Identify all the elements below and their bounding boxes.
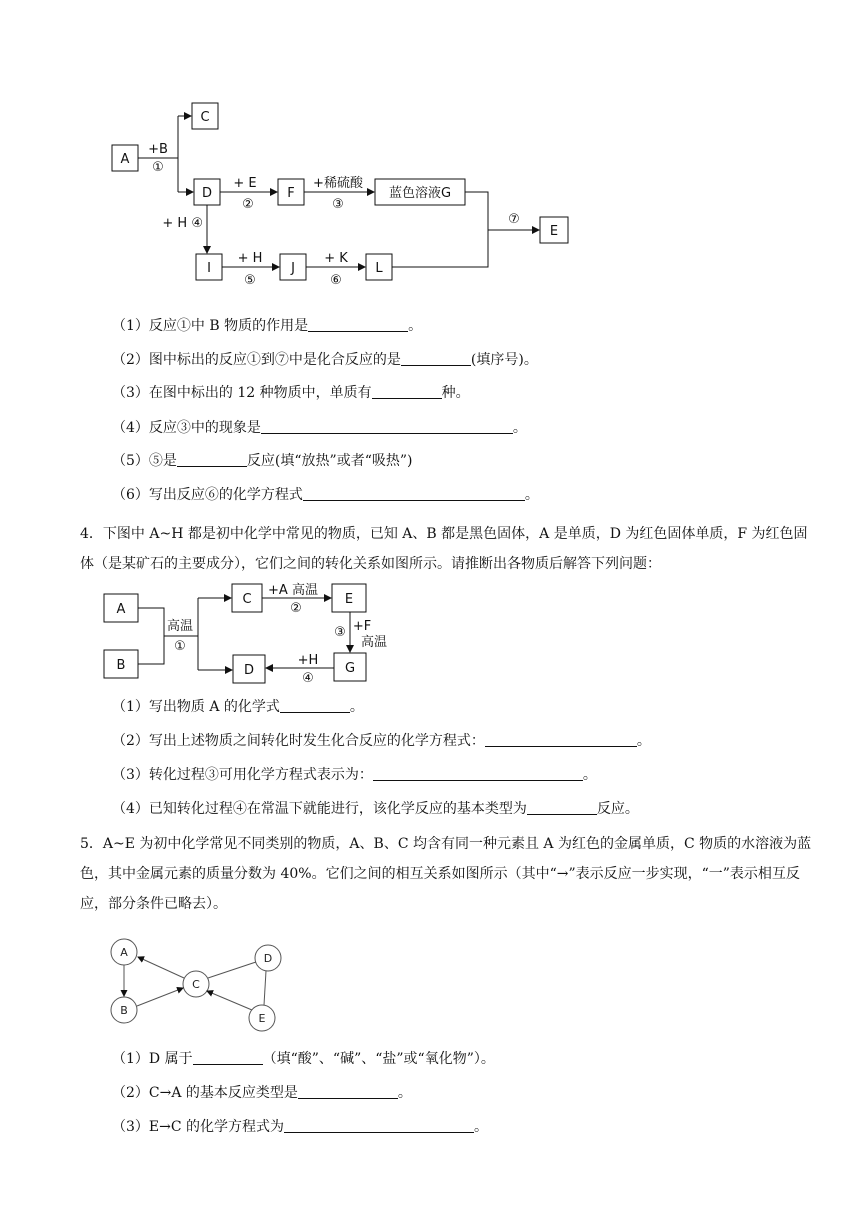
reaction-6-reagent: + K	[324, 251, 348, 266]
reaction-3-number: ③	[332, 197, 344, 212]
reaction-2-reagent: + E	[233, 176, 257, 191]
label-A: A	[120, 152, 130, 167]
reaction-2-condition: +A 高温	[268, 583, 318, 598]
q3-1: （1）反应①中 B 物质的作用是 。	[112, 318, 423, 334]
reaction-4-number: ④	[302, 671, 314, 686]
answer-blank[interactable]	[373, 766, 583, 781]
answer-blank[interactable]	[193, 1050, 263, 1065]
label-B: B	[116, 658, 126, 673]
reaction-1-number: ①	[152, 160, 164, 175]
q4-1: （1）写出物质 A 的化学式 。	[112, 699, 364, 715]
q3-5: （5）⑤是 反应(填“放热”或者“吸热”)	[112, 453, 413, 469]
diagram-1	[100, 95, 580, 295]
label-E: E	[344, 592, 354, 607]
answer-blank[interactable]	[303, 486, 525, 501]
diagram-3	[100, 930, 290, 1040]
label-A: A	[116, 602, 126, 617]
answer-blank[interactable]	[401, 351, 471, 366]
reaction-3-reagent: +稀硫酸	[313, 176, 363, 191]
q3-6: （6）写出反应⑥的化学方程式 。	[112, 487, 539, 503]
q4-4: （4）已知转化过程④在常温下就能进行，该化学反应的基本类型为 反应。	[112, 801, 639, 817]
q3-2: （2）图中标出的反应①到⑦中是化合反应的是 (填序号)。	[112, 352, 538, 368]
label-A: A	[120, 946, 128, 959]
label-C: C	[200, 110, 210, 125]
reaction-3-number: ③	[334, 625, 346, 640]
label-G: G	[344, 661, 356, 676]
reaction-3-condition: 高温	[360, 635, 388, 650]
label-L: L	[375, 261, 383, 276]
reaction-2-number: ②	[242, 197, 254, 212]
q3-3: （3）在图中标出的 12 种物质中，单质有 种。	[112, 385, 470, 401]
q4-2: （2）写出上述物质之间转化时发生化合反应的化学方程式： 。	[112, 733, 651, 749]
answer-blank[interactable]	[298, 1084, 398, 1099]
reaction-1-condition: 高温	[166, 619, 194, 634]
answer-blank[interactable]	[372, 384, 442, 399]
reaction-6-number: ⑥	[330, 273, 342, 288]
reaction-1-reagent: +B	[148, 142, 168, 157]
answer-blank[interactable]	[308, 317, 408, 332]
answer-blank[interactable]	[177, 452, 247, 467]
label-D: D	[243, 663, 255, 678]
answer-blank[interactable]	[261, 419, 513, 434]
answer-blank[interactable]	[485, 732, 637, 747]
q4-3: （3）转化过程③可用化学方程式表示为： 。	[112, 767, 597, 783]
q5-1: （1）D 属于 （填“酸”、“碱”、“盐”或“氧化物”）。	[112, 1051, 495, 1067]
reaction-7-number: ⑦	[508, 212, 520, 227]
reaction-1-number: ①	[174, 639, 186, 654]
label-J: J	[291, 261, 295, 276]
label-C: C	[242, 592, 252, 607]
answer-blank[interactable]	[280, 698, 350, 713]
label-E: E	[549, 224, 559, 239]
label-C: C	[192, 978, 200, 991]
reaction-4-reagent: +H	[297, 653, 319, 668]
problem-5-text: 5．A~E 为初中化学常见不同类别的物质，A、B、C 均含有同一种元素且 A 为红色的金属单质，C 物质的水溶液为蓝色，其中金属元素的质量分数为 40%。它们之间的相互关系如图所示（其中“→”表示反应一步实现，“一”表示相互反应，部分条件已略去）。	[80, 836, 812, 912]
label-D: D	[201, 186, 213, 201]
reaction-4-label: + H ④	[162, 216, 203, 231]
answer-blank[interactable]	[284, 1118, 474, 1133]
label-I: I	[207, 261, 211, 276]
label-D: D	[263, 952, 273, 965]
q5-3: （3）E→C 的化学方程式为 。	[112, 1119, 489, 1135]
q3-4: （4）反应③中的现象是 。	[112, 420, 527, 436]
q5-2: （2）C→A 的基本反应类型是 。	[112, 1085, 412, 1101]
reaction-5-reagent: + H	[237, 251, 263, 266]
label-G: 蓝色溶液G	[388, 186, 452, 201]
label-B: B	[120, 1004, 128, 1017]
reaction-3-reagent: +F	[352, 619, 372, 634]
label-E: E	[258, 1012, 266, 1025]
answer-blank[interactable]	[527, 800, 597, 815]
diagram-2	[100, 578, 400, 686]
reaction-5-number: ⑤	[244, 273, 256, 288]
problem-4-text: 4．下图中 A~H 都是初中化学中常见的物质，已知 A、B 都是黑色固体，A 是单质，D 为红色固体单质，F 为红色固体（是某矿石的主要成分），它们之间的转化关系如图所示。请推断出各物质后解答下列问题：	[80, 526, 808, 572]
label-F: F	[287, 186, 295, 201]
reaction-2-number: ②	[290, 601, 302, 616]
